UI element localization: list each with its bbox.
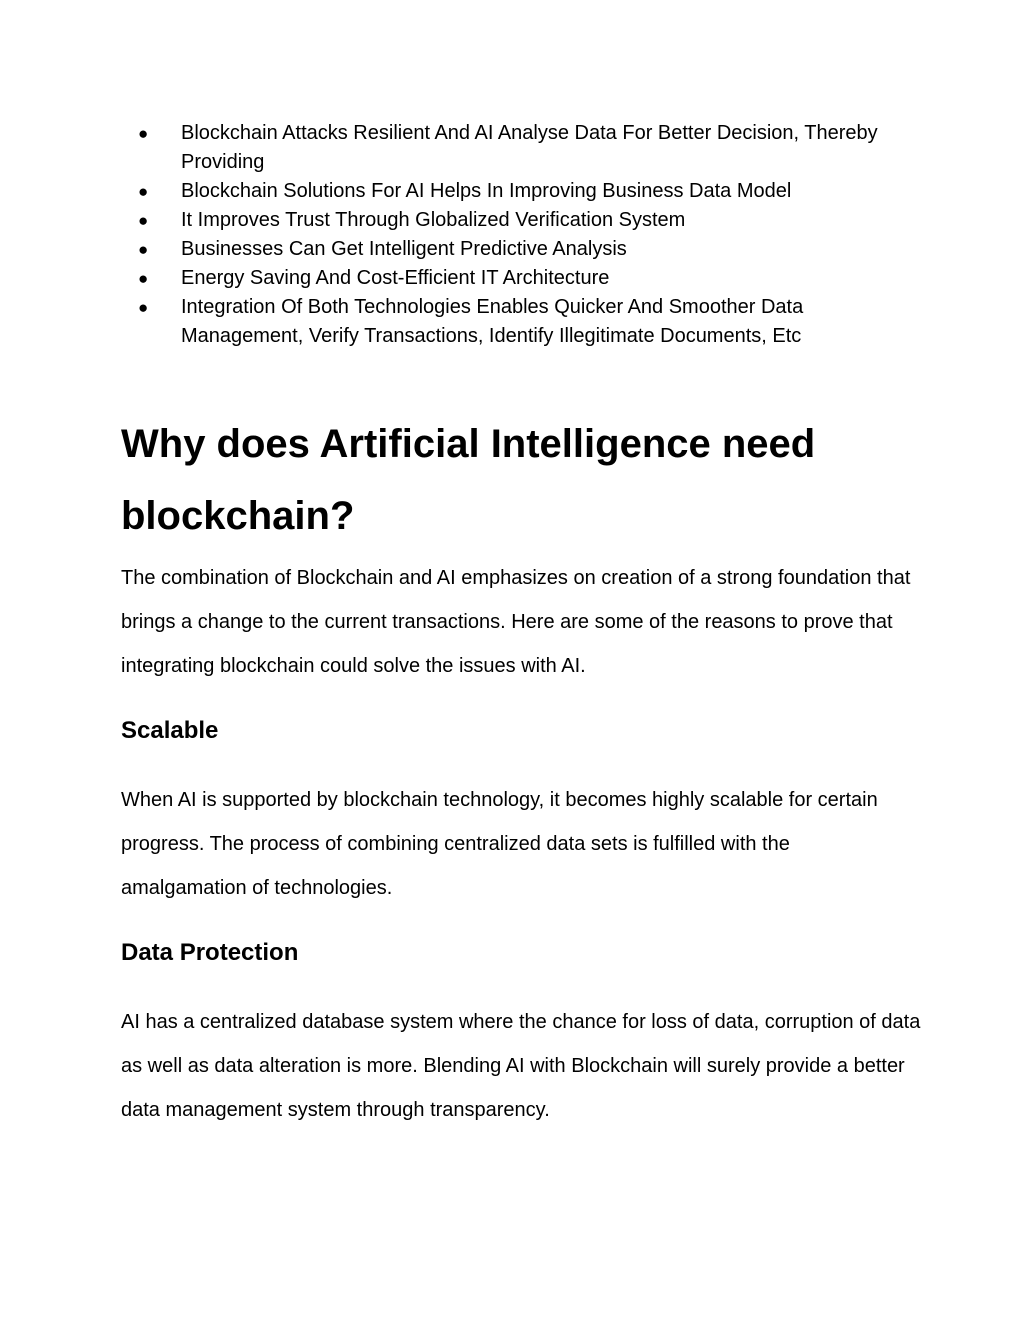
bullet-icon: ● [138,182,149,201]
bullet-item [121,177,911,206]
bullet-item [121,206,911,235]
bullet-text: Energy Saving And Cost-Efficient IT Architecture [181,267,610,289]
bullet-icon: ● [138,124,149,143]
bullet-item [121,293,911,351]
bullet-item [121,264,911,293]
section-heading-scalable: Scalable [121,717,219,744]
bullet-icon: ● [138,298,149,317]
bullet-text: Integration Of Both Technologies Enables Quicker And Smoother Data Management, Verify Transactions, Identify Illegitimate Documents, Etc [181,296,804,347]
bullet-icon: ● [138,269,149,288]
main-heading: Why does Artificial Intelligence need blockchain? [121,422,816,538]
feature-bullet-list [121,119,911,351]
section-heading-data-protection: Data Protection [121,939,299,966]
bullet-text: Blockchain Attacks Resilient And AI Analyse Data For Better Decision, Thereby Providing [181,122,878,173]
section-body-data-protection: AI has a centralized database system where the chance for loss of data, corruption of data as well as data alteration is more. Blending AI with Blockchain will surely provide a better data management system through transparency. [121,1011,921,1121]
bullet-icon: ● [138,240,149,259]
bullet-item [121,235,911,264]
bullet-text: Businesses Can Get Intelligent Predictive Analysis [181,238,627,260]
section-body-scalable: When AI is supported by blockchain technology, it becomes highly scalable for certain progress. The process of combining centralized data sets is fulfilled with the amalgamation of technologies. [121,789,878,899]
bullet-item [121,119,911,177]
bullet-icon: ● [138,211,149,230]
bullet-text: Blockchain Solutions For AI Helps In Improving Business Data Model [181,180,792,202]
bullet-text: It Improves Trust Through Globalized Verification System [181,209,686,231]
intro-paragraph: The combination of Blockchain and AI emphasizes on creation of a strong foundation that brings a change to the current transactions. Here are some of the reasons to prove that integrating blockchain could solve the issues with AI. [121,567,911,677]
